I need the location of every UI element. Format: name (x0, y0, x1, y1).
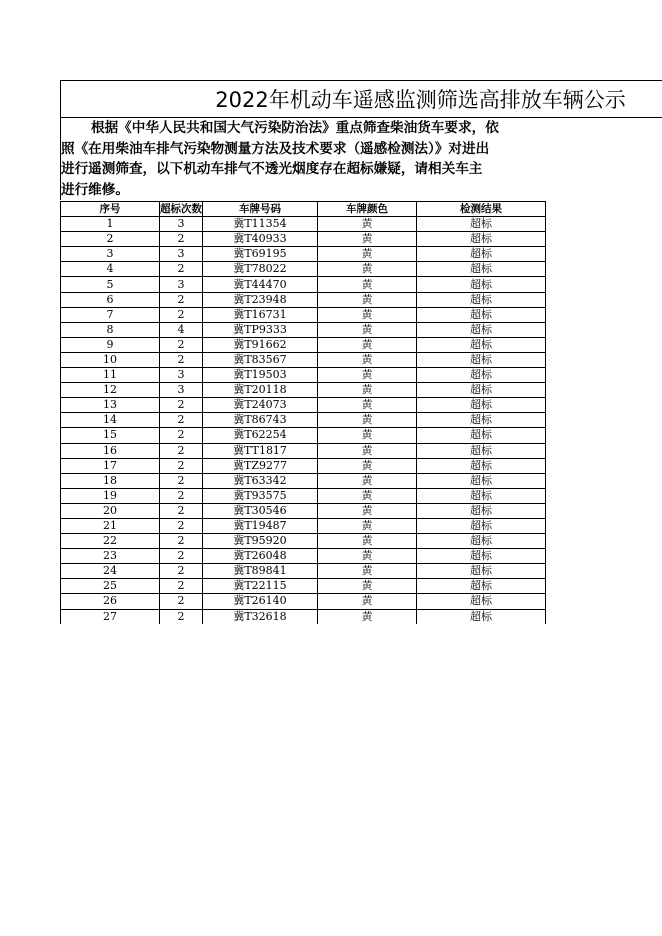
cell-test-result: 超标 (417, 262, 546, 277)
table-body (61, 217, 546, 624)
header-exceed-count: 超标次数 (160, 203, 202, 216)
cell-test-result: 超标 (417, 398, 546, 413)
cell-test-result: 超标 (417, 413, 546, 428)
cell-plate-color: 黄 (318, 443, 417, 458)
cell-plate-number: 冀T30546 (203, 503, 318, 518)
cell-serial: 22 (61, 534, 160, 549)
cell-plate-number: 冀TP9333 (203, 322, 318, 337)
cell-exceed-count: 2 (160, 518, 203, 533)
cell-serial: 12 (61, 383, 160, 398)
cell-exceed-count: 2 (160, 398, 203, 413)
table-row (61, 352, 546, 367)
cell-serial: 17 (61, 458, 160, 473)
cell-exceed-count: 2 (160, 262, 203, 277)
intro-paragraph (60, 118, 662, 200)
cell-serial: 20 (61, 503, 160, 518)
cell-plate-color: 黄 (318, 428, 417, 443)
cell-plate-color: 黄 (318, 594, 417, 609)
cell-serial: 5 (61, 277, 160, 292)
cell-plate-number: 冀T83567 (203, 352, 318, 367)
cell-serial: 23 (61, 549, 160, 564)
cell-plate-number: 冀T63342 (203, 473, 318, 488)
cell-plate-number: 冀T23948 (203, 292, 318, 307)
cell-exceed-count: 2 (160, 549, 203, 564)
table-row (61, 307, 546, 322)
cell-test-result: 超标 (417, 247, 546, 262)
table-row (61, 247, 546, 262)
cell-test-result: 超标 (417, 217, 546, 232)
cell-test-result: 超标 (417, 549, 546, 564)
intro-line: 根据《中华人民共和国大气污染防治法》重点筛查柴油货车要求，依 (91, 120, 499, 136)
table-row (61, 262, 546, 277)
cell-test-result: 超标 (417, 534, 546, 549)
header-plate-number: 车牌号码 (203, 202, 318, 217)
table-row (61, 549, 546, 564)
cell-plate-number: 冀T93575 (203, 488, 318, 503)
cell-test-result: 超标 (417, 579, 546, 594)
cell-test-result: 超标 (417, 473, 546, 488)
cell-test-result: 超标 (417, 368, 546, 383)
header-test-result: 检测结果 (417, 202, 546, 217)
table-row (61, 322, 546, 337)
cell-plate-number: 冀T19487 (203, 518, 318, 533)
cell-plate-number: 冀T22115 (203, 579, 318, 594)
table-header-row (61, 202, 546, 217)
cell-serial: 9 (61, 337, 160, 352)
table-row (61, 337, 546, 352)
table-row (61, 277, 546, 292)
cell-exceed-count: 2 (160, 443, 203, 458)
cell-serial: 27 (61, 609, 160, 624)
cell-plate-number: 冀T40933 (203, 232, 318, 247)
cell-plate-number: 冀T86743 (203, 413, 318, 428)
cell-test-result: 超标 (417, 307, 546, 322)
cell-plate-color: 黄 (318, 549, 417, 564)
cell-plate-number: 冀T32618 (203, 609, 318, 624)
cell-plate-number: 冀T91662 (203, 337, 318, 352)
cell-plate-number: 冀T78022 (203, 262, 318, 277)
cell-plate-color: 黄 (318, 217, 417, 232)
intro-line: 照《在用柴油车排气污染物测量方法及技术要求（遥感检测法）》对进出 (61, 140, 490, 157)
cell-test-result: 超标 (417, 443, 546, 458)
cell-serial: 18 (61, 473, 160, 488)
cell-plate-color: 黄 (318, 503, 417, 518)
cell-exceed-count: 2 (160, 609, 203, 624)
table-row (61, 428, 546, 443)
cell-test-result: 超标 (417, 292, 546, 307)
cell-serial: 14 (61, 413, 160, 428)
table-row (61, 594, 546, 609)
cell-exceed-count: 2 (160, 534, 203, 549)
cell-plate-number: 冀T20118 (203, 383, 318, 398)
intro-line: 进行维修。 (61, 181, 129, 198)
cell-plate-number: 冀T24073 (203, 398, 318, 413)
cell-serial: 8 (61, 322, 160, 337)
cell-plate-color: 黄 (318, 322, 417, 337)
cell-test-result: 超标 (417, 503, 546, 518)
table-row (61, 368, 546, 383)
table-row (61, 217, 546, 232)
cell-plate-number: 冀T44470 (203, 277, 318, 292)
cell-plate-color: 黄 (318, 518, 417, 533)
cell-serial: 1 (61, 217, 160, 232)
cell-exceed-count: 2 (160, 488, 203, 503)
cell-serial: 26 (61, 594, 160, 609)
cell-test-result: 超标 (417, 518, 546, 533)
cell-exceed-count: 2 (160, 232, 203, 247)
table-row (61, 518, 546, 533)
cell-plate-number: 冀T69195 (203, 247, 318, 262)
cell-plate-color: 黄 (318, 534, 417, 549)
cell-serial: 25 (61, 579, 160, 594)
cell-plate-number: 冀T26048 (203, 549, 318, 564)
cell-serial: 16 (61, 443, 160, 458)
table-row (61, 488, 546, 503)
cell-test-result: 超标 (417, 428, 546, 443)
vehicle-table (60, 201, 546, 624)
cell-test-result: 超标 (417, 458, 546, 473)
cell-serial: 15 (61, 428, 160, 443)
table-row (61, 564, 546, 579)
cell-plate-color: 黄 (318, 307, 417, 322)
cell-test-result: 超标 (417, 277, 546, 292)
cell-plate-number: 冀T19503 (203, 368, 318, 383)
table-row (61, 609, 546, 624)
cell-test-result: 超标 (417, 337, 546, 352)
table-row (61, 473, 546, 488)
cell-plate-color: 黄 (318, 458, 417, 473)
cell-plate-color: 黄 (318, 609, 417, 624)
cell-serial: 7 (61, 307, 160, 322)
cell-plate-number: 冀T95920 (203, 534, 318, 549)
cell-plate-color: 黄 (318, 247, 417, 262)
cell-serial: 2 (61, 232, 160, 247)
cell-test-result: 超标 (417, 609, 546, 624)
cell-serial: 13 (61, 398, 160, 413)
cell-plate-color: 黄 (318, 413, 417, 428)
cell-exceed-count: 3 (160, 383, 203, 398)
cell-plate-number: 冀T26140 (203, 594, 318, 609)
header-serial: 序号 (61, 202, 160, 217)
cell-plate-number: 冀T11354 (203, 217, 318, 232)
cell-exceed-count: 3 (160, 277, 203, 292)
cell-plate-color: 黄 (318, 352, 417, 367)
cell-exceed-count: 3 (160, 217, 203, 232)
cell-plate-color: 黄 (318, 398, 417, 413)
cell-test-result: 超标 (417, 322, 546, 337)
cell-exceed-count: 2 (160, 307, 203, 322)
cell-test-result: 超标 (417, 352, 546, 367)
cell-exceed-count: 2 (160, 594, 203, 609)
spreadsheet-page (60, 80, 662, 624)
cell-plate-color: 黄 (318, 262, 417, 277)
table-row (61, 398, 546, 413)
cell-plate-color: 黄 (318, 579, 417, 594)
table-row (61, 413, 546, 428)
header-plate-color: 车牌颜色 (318, 202, 417, 217)
cell-plate-color: 黄 (318, 337, 417, 352)
table-row (61, 458, 546, 473)
cell-plate-number: 冀T62254 (203, 428, 318, 443)
cell-plate-color: 黄 (318, 383, 417, 398)
cell-exceed-count: 2 (160, 473, 203, 488)
cell-serial: 6 (61, 292, 160, 307)
cell-exceed-count: 2 (160, 413, 203, 428)
cell-plate-color: 黄 (318, 488, 417, 503)
cell-plate-color: 黄 (318, 473, 417, 488)
cell-plate-number: 冀T16731 (203, 307, 318, 322)
table-row (61, 534, 546, 549)
cell-serial: 24 (61, 564, 160, 579)
table-row (61, 443, 546, 458)
cell-exceed-count: 2 (160, 337, 203, 352)
cell-test-result: 超标 (417, 594, 546, 609)
intro-line: 进行遥测筛查，以下机动车排气不透光烟度存在超标嫌疑，请相关车主 (61, 161, 483, 178)
table-row (61, 579, 546, 594)
cell-plate-number: 冀TZ9277 (203, 458, 318, 473)
cell-test-result: 超标 (417, 488, 546, 503)
cell-exceed-count: 2 (160, 352, 203, 367)
cell-plate-color: 黄 (318, 564, 417, 579)
cell-serial: 10 (61, 352, 160, 367)
cell-plate-color: 黄 (318, 277, 417, 292)
table-row (61, 383, 546, 398)
cell-exceed-count: 2 (160, 564, 203, 579)
cell-plate-color: 黄 (318, 232, 417, 247)
cell-plate-number: 冀TT1817 (203, 443, 318, 458)
cell-test-result: 超标 (417, 232, 546, 247)
cell-test-result: 超标 (417, 383, 546, 398)
cell-serial: 19 (61, 488, 160, 503)
cell-plate-number: 冀T89841 (203, 564, 318, 579)
cell-exceed-count: 4 (160, 322, 203, 337)
cell-serial: 3 (61, 247, 160, 262)
cell-serial: 21 (61, 518, 160, 533)
cell-exceed-count: 2 (160, 458, 203, 473)
cell-exceed-count: 2 (160, 292, 203, 307)
cell-exceed-count: 3 (160, 247, 203, 262)
cell-serial: 4 (61, 262, 160, 277)
cell-test-result: 超标 (417, 564, 546, 579)
table-row (61, 292, 546, 307)
cell-plate-color: 黄 (318, 368, 417, 383)
cell-exceed-count: 2 (160, 503, 203, 518)
cell-exceed-count: 2 (160, 428, 203, 443)
page-title: 2022年机动车遥感监测筛选高排放车辆公示 (60, 80, 662, 118)
cell-exceed-count: 2 (160, 579, 203, 594)
cell-serial: 11 (61, 368, 160, 383)
cell-plate-color: 黄 (318, 292, 417, 307)
table-row (61, 503, 546, 518)
cell-exceed-count: 3 (160, 368, 203, 383)
table-row (61, 232, 546, 247)
